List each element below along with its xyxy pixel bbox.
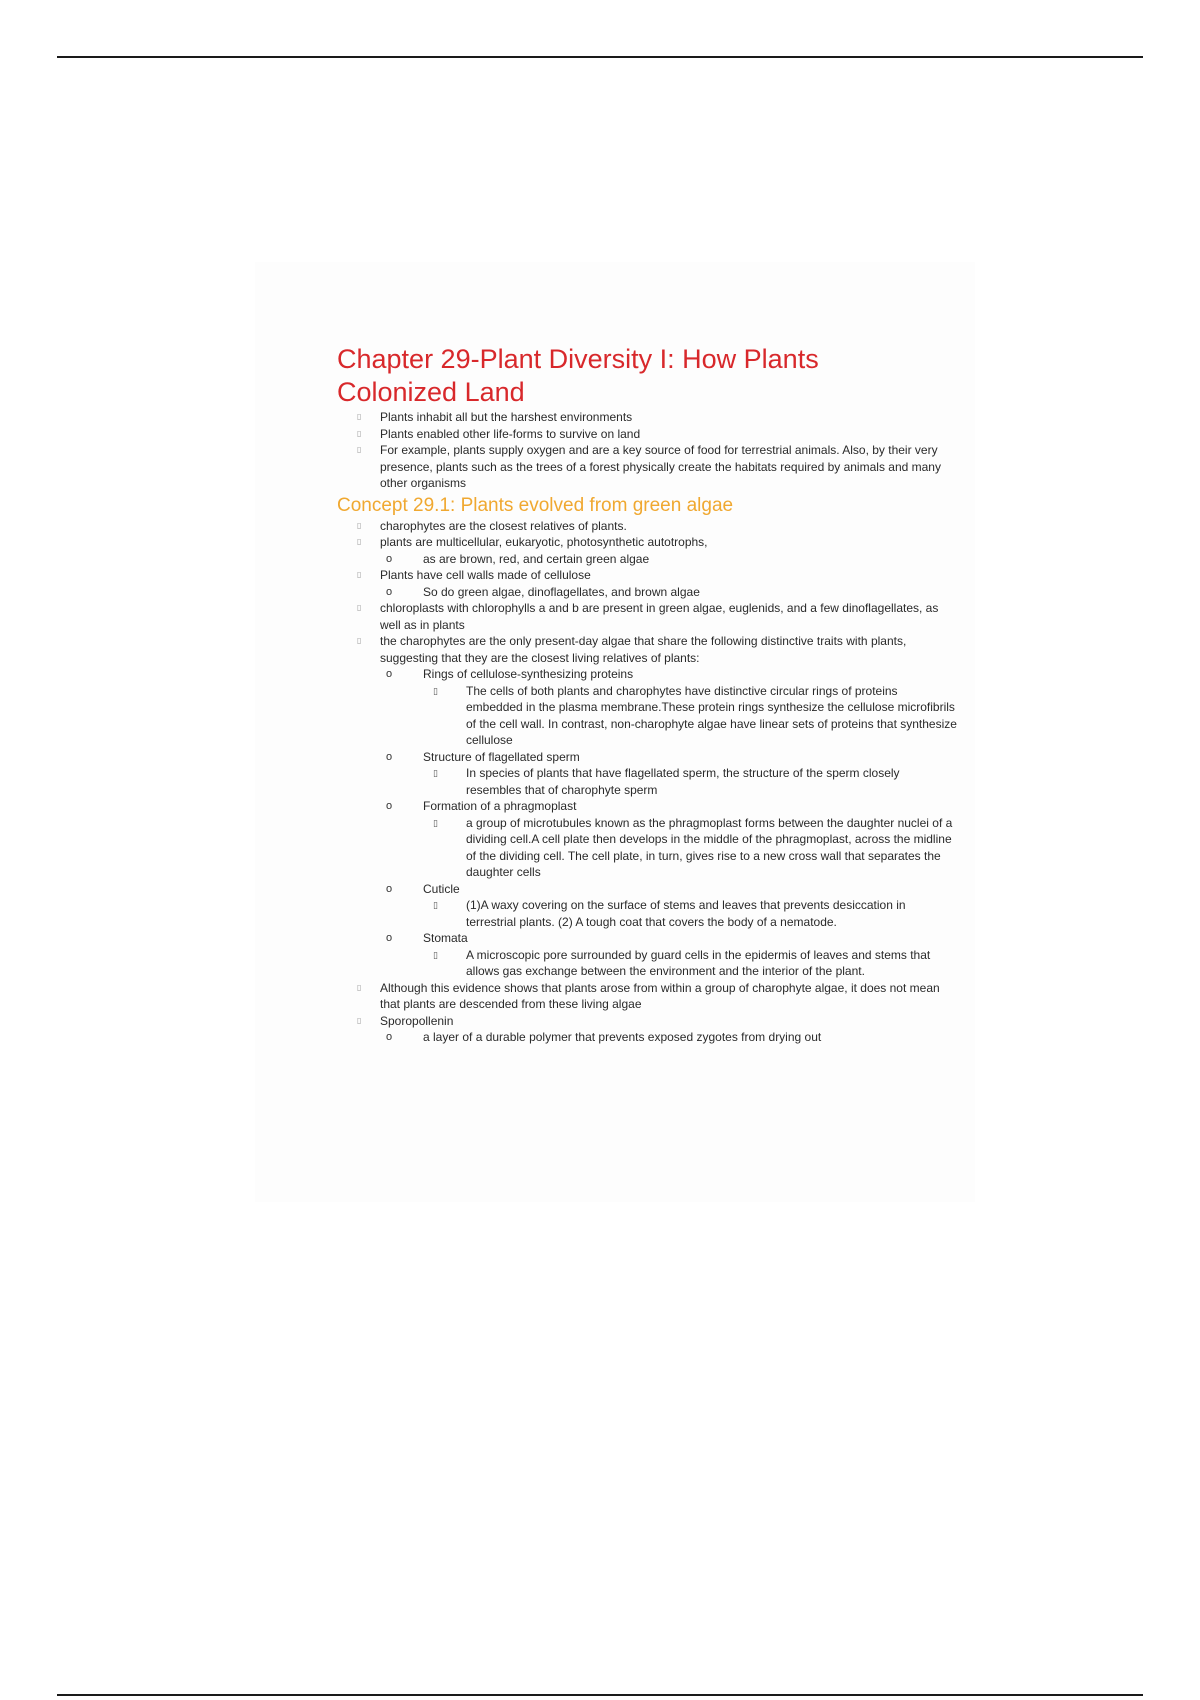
- square-bullet-icon: ▯: [433, 900, 438, 910]
- bullet-icon: ▯: [357, 982, 362, 992]
- list-item: o as are brown, red, and certain green algae: [386, 551, 650, 566]
- circle-bullet-icon: o: [386, 552, 393, 565]
- list-item: o a layer of a durable polymer that prevents exposed zygotes from drying out: [386, 1030, 822, 1044]
- sub-list: [380, 551, 957, 568]
- circle-bullet-icon: o: [386, 668, 393, 680]
- sub-sub-list: [423, 947, 957, 980]
- list-item: ▯ plants are multicellular, eukaryotic, photosynthetic autotrophs, o as are brown, red, and certain green algae: [337, 534, 957, 567]
- list-item: ▯ A microscopic pore surrounded by guard cells in the epidermis of leaves and stems that allows gas exchange between the environment and the interior of the plant.: [433, 947, 931, 978]
- concept-heading: Concept 29.1: Plants evolved from green algae: [337, 494, 734, 516]
- bullet-icon: ▯: [357, 428, 362, 438]
- circle-bullet-icon: o: [386, 932, 393, 944]
- circle-bullet-icon: o: [386, 750, 393, 763]
- square-bullet-icon: ▯: [433, 685, 438, 696]
- list-item: ▯ Plants enabled other life-forms to survive on land: [357, 426, 641, 441]
- list-item: ▯ Plants inhabit all but the harshest environments: [357, 410, 633, 424]
- list-item: o Rings of cellulose-synthesizing proteins ▯ The cells of both plants and charophytes have distinctive circular rings of proteins embedded in the plasma membrane.These protein rings synthesize the cellulose microfibrils of the cell wall. In contrast, non-charophyte algae have linear sets of proteins that synthesize cellulose: [386, 667, 957, 747]
- top-rule: [57, 56, 1143, 58]
- list-item: ▯ Although this evidence shows that plants arose from within a group of charophyte algae, it does not mean that plants are descended from these living algae: [357, 980, 940, 1011]
- circle-bullet-icon: o: [386, 882, 393, 895]
- bullet-icon: ▯: [357, 636, 362, 645]
- list-item: o Cuticle ▯ (1)A waxy covering on the surface of stems and leaves that prevents desiccation in terrestrial plants. (2) A tough coat that covers the body of a nematode.: [380, 881, 957, 931]
- list-item: o Formation of a phragmoplast ▯ a group of microtubules known as the phragmoplast forms between the daughter nuclei of a dividing cell.A cell plate then develops in the middle of the phragmoplast, across the midline of the dividing cell. The cell plate, in turn, gives rise to a new cross wall that separates the daughter cells: [380, 798, 957, 881]
- intro-list: [337, 409, 957, 492]
- sub-list: [380, 666, 957, 980]
- list-item: o Structure of flagellated sperm ▯ In species of plants that have flagellated sperm, the structure of the sperm closely resembles that of charophyte sperm: [380, 749, 957, 799]
- sub-sub-list: [423, 765, 957, 798]
- list-item: o Stomata ▯ A microscopic pore surrounded by guard cells in the epidermis of leaves and stems that allows gas exchange between the environment and the interior of the plant.: [380, 930, 957, 980]
- bullet-icon: ▯: [357, 1015, 362, 1025]
- list-item: ▯ the charophytes are the only present-day algae that share the following distinctive traits with plants, suggesting that they are the closest living relatives of plants: o Rings of cellulose-synthesizing proteins ▯ The cells of both plants and charophytes have distinctive circular rings of proteins embedded in the plasma membrane.These protein rings synthesize the cellulose microfibrils of the cell wall. In contrast, non-charophyte algae have linear sets of proteins that synthesize cellulose o Structure of flagellated sperm ▯ In species of plants that have flagellated sperm, the structure of the sperm closely resembles that of charophyte sperm o Formation of a phragmoplast ▯ a group of microtubules known as the phragmoplast forms between the daughter nuclei of a dividing cell.A cell plate then develops in the middle of the phragmoplast, across the midline of the dividing cell. The cell plate, in turn, gives rise to a new cross wall that separates the daughter cells o Cuticle ▯ (1)A waxy covering on the surface of stems and leaves that prevents desiccation in terrestrial plants. (2) A tough coat that covers the body of a nematode. o Stomata ▯ A microscopic pore surrounded by guard cells in the epidermis of leaves and stems that allows gas exchange between the environment and the interior of the plant.: [357, 634, 957, 978]
- list-item: ▯ In species of plants that have flagellated sperm, the structure of the sperm closely resembles that of charophyte sperm: [433, 766, 900, 797]
- list-item: ▯ charophytes are the closest relatives of plants.: [357, 518, 627, 533]
- bullet-icon: ▯: [357, 445, 362, 454]
- sub-sub-list: [423, 683, 957, 749]
- sub-list: [380, 1029, 957, 1046]
- list-item: ▯ Sporopollenin o a layer of a durable polymer that prevents exposed zygotes from drying out: [337, 1013, 957, 1046]
- bullet-icon: ▯: [357, 603, 362, 612]
- list-item: ▯ a group of microtubules known as the phragmoplast forms between the daughter nuclei of a dividing cell.A cell plate then develops in the middle of the phragmoplast, across the midline of the dividing cell. The cell plate, in turn, gives rise to a new cross wall that separates the daughter cells: [433, 815, 953, 879]
- document-content: [337, 343, 957, 1046]
- square-bullet-icon: ▯: [433, 949, 438, 960]
- bullet-icon: ▯: [357, 537, 362, 546]
- bullet-icon: ▯: [357, 412, 362, 421]
- list-item: ▯ For example, plants supply oxygen and are a key source of food for terrestrial animals. Also, by their very presence, plants such as the trees of a forest physically create the habitats required by animals and many other organisms: [357, 443, 941, 490]
- square-bullet-icon: ▯: [433, 768, 438, 778]
- circle-bullet-icon: o: [386, 1031, 393, 1043]
- bullet-icon: ▯: [357, 570, 362, 579]
- list-item: ▯ Plants have cell walls made of cellulose o So do green algae, dinoflagellates, and brown algae: [337, 567, 957, 600]
- list-item: ▯ (1)A waxy covering on the surface of stems and leaves that prevents desiccation in terrestrial plants. (2) A tough coat that covers the body of a nematode.: [433, 898, 906, 929]
- circle-bullet-icon: o: [386, 585, 393, 598]
- bottom-rule: [57, 1694, 1143, 1696]
- sub-list: [380, 584, 957, 601]
- sub-sub-list: [423, 815, 957, 881]
- concept-list: [337, 518, 957, 1046]
- chapter-title: Chapter 29-Plant Diversity I: How Plants Colonized Land: [337, 344, 819, 407]
- circle-bullet-icon: o: [386, 800, 393, 812]
- list-item: o So do green algae, dinoflagellates, and brown algae: [386, 584, 700, 599]
- bullet-icon: ▯: [357, 520, 362, 530]
- square-bullet-icon: ▯: [433, 817, 438, 828]
- sub-sub-list: [423, 897, 957, 930]
- list-item: ▯ chloroplasts with chlorophylls a and b are present in green algae, euglenids, and a few dinoflagellates, as well as in plants: [357, 601, 939, 632]
- list-item: ▯ The cells of both plants and charophytes have distinctive circular rings of proteins embedded in the plasma membrane.These protein rings synthesize the cellulose microfibrils of the cell wall. In contrast, non-charophyte algae have linear sets of proteins that synthesize cellulose: [433, 683, 957, 747]
